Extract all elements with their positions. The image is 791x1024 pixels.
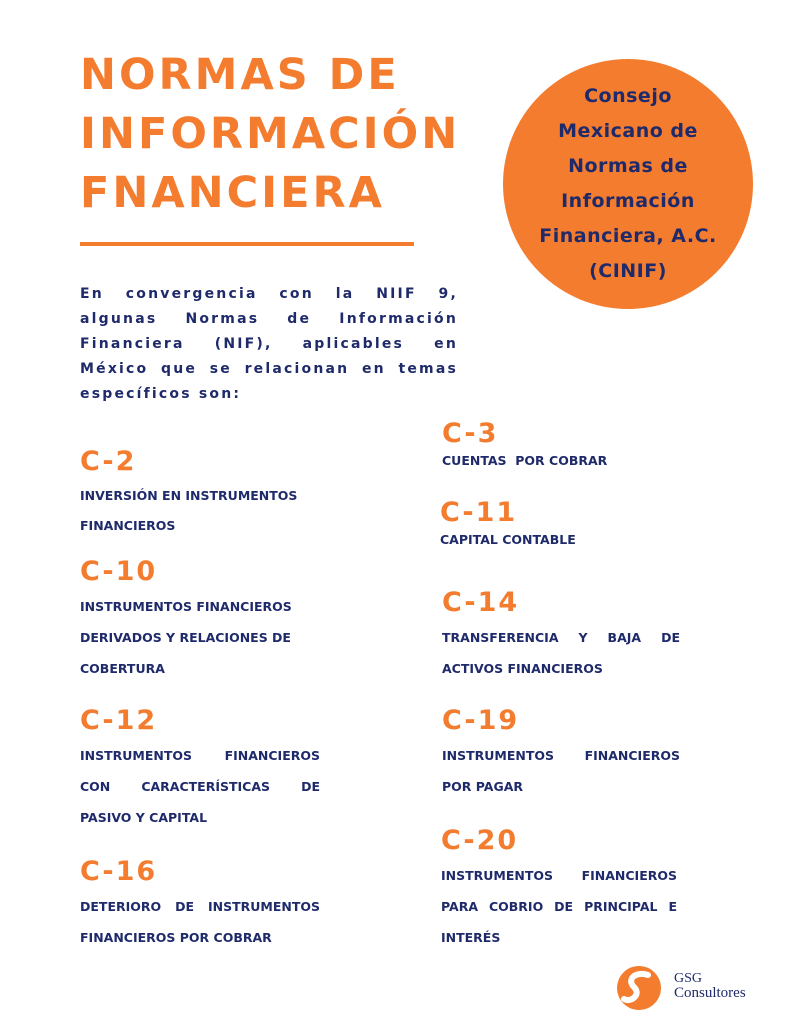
norm-line: DERIVADOS Y RELACIONES DE	[80, 630, 291, 645]
norm-description	[441, 860, 677, 953]
norm-c2	[80, 446, 320, 541]
norm-line: INVERSIÓN EN INSTRUMENTOS	[80, 488, 298, 503]
norm-description	[442, 451, 682, 471]
title-underline	[80, 242, 414, 246]
title-line: FNANCIERA	[80, 168, 385, 218]
norm-code: C-14	[442, 587, 520, 618]
norm-line: INSTRUMENTOS FINANCIEROS	[442, 748, 680, 763]
gsg-logo	[614, 963, 764, 1013]
norm-c12	[80, 705, 320, 833]
norm-c19	[442, 705, 680, 802]
norm-description	[440, 530, 680, 550]
title-line: INFORMACIÓN	[80, 109, 461, 159]
norm-description	[442, 622, 680, 684]
norm-code: C-19	[442, 705, 520, 736]
norm-c20	[441, 825, 677, 953]
norm-code: C-20	[441, 825, 519, 856]
badge-line: Financiera, A.C.	[539, 225, 717, 247]
norm-line: CAPITAL CONTABLE	[440, 532, 576, 547]
norm-c3	[442, 418, 682, 471]
badge-line: Información	[561, 190, 695, 212]
page-title	[80, 46, 500, 223]
norm-code: C-16	[80, 856, 158, 887]
logo-consultores-text: Consultores	[674, 985, 746, 1001]
norm-line: INSTRUMENTOS FINANCIEROS	[80, 599, 292, 614]
cinif-badge-text	[528, 79, 728, 289]
norm-code: C-10	[80, 556, 158, 587]
norm-line: DETERIORO DE INSTRUMENTOS	[80, 899, 320, 914]
norm-description	[80, 891, 320, 953]
norm-line: INSTRUMENTOS FINANCIEROS	[80, 748, 320, 763]
norm-line: ACTIVOS FINANCIEROS	[442, 661, 603, 676]
norm-line: FINANCIEROS POR COBRAR	[80, 930, 272, 945]
norm-description	[80, 591, 320, 684]
intro-paragraph: En convergencia con la NIIF 9, algunas Normas de Información Financiera (NIF), aplicables en México que se relacionan en temas específicos son:	[80, 286, 458, 402]
norm-description	[80, 481, 320, 541]
norm-code: C-3	[442, 418, 499, 449]
badge-line: (CINIF)	[589, 260, 667, 282]
norm-line: TRANSFERENCIA Y BAJA DE	[442, 630, 680, 645]
norm-line: CUENTAS POR COBRAR	[442, 453, 608, 468]
badge-line: Normas de	[568, 155, 688, 177]
norm-line: CON CARACTERÍSTICAS DE	[80, 779, 320, 794]
norm-line: PASIVO Y CAPITAL	[80, 810, 208, 825]
norm-c14	[442, 587, 680, 684]
badge-line: Consejo	[584, 85, 672, 107]
norm-line: INTERÉS	[441, 930, 501, 945]
norm-code: C-12	[80, 705, 158, 736]
norm-c16	[80, 856, 320, 953]
logo-gsg-text: GSG	[674, 971, 703, 986]
norm-line: PARA COBRIO DE PRINCIPAL E	[441, 899, 677, 914]
badge-line: Mexicano de	[558, 120, 698, 142]
norm-code: C-2	[80, 446, 137, 477]
gsg-logo-icon	[614, 963, 664, 1013]
title-line: NORMAS DE	[80, 50, 400, 100]
cinif-badge	[503, 59, 753, 309]
norm-description	[442, 740, 680, 802]
norm-c11	[440, 497, 680, 550]
norm-line: FINANCIEROS	[80, 518, 176, 533]
norm-code: C-11	[440, 497, 518, 528]
norm-description	[80, 740, 320, 833]
norm-line: INSTRUMENTOS FINANCIEROS	[441, 868, 677, 883]
norm-c10	[80, 556, 320, 684]
norm-line: COBERTURA	[80, 661, 165, 676]
norm-line: POR PAGAR	[442, 779, 524, 794]
